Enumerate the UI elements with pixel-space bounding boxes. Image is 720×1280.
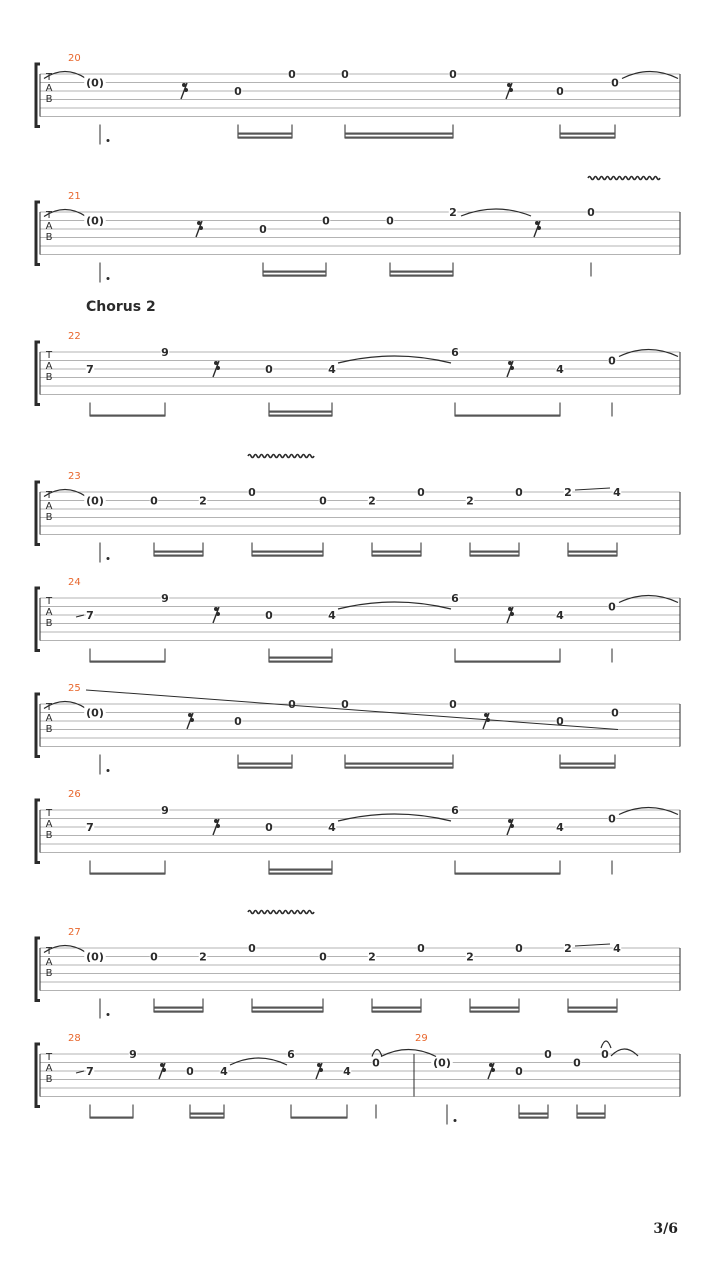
slide-line — [575, 944, 610, 946]
note-beam — [252, 551, 323, 553]
tie-arc — [338, 356, 451, 363]
note-beam — [252, 1007, 323, 1009]
fret-number: 0 — [611, 706, 619, 720]
tie-arc — [372, 1050, 382, 1057]
fret-number: 0 — [150, 950, 158, 964]
note-beam — [269, 411, 332, 413]
fret-number: 9 — [129, 1048, 137, 1061]
fret-number: 0 — [601, 1048, 609, 1061]
note-beam — [470, 551, 519, 553]
rest-head — [162, 1068, 166, 1072]
fret-number: 0 — [417, 486, 425, 499]
rest-head — [199, 226, 203, 230]
fret-number: 4 — [556, 363, 564, 376]
rest-head — [491, 1068, 495, 1072]
tie-arc — [338, 814, 451, 821]
tab-clef-letter: B — [45, 968, 53, 979]
fret-number: 2 — [199, 950, 207, 964]
fret-number: (0) — [433, 1056, 451, 1070]
note-beam — [455, 873, 560, 875]
fret-number: 0 — [515, 1065, 523, 1078]
note-beam — [269, 415, 332, 417]
fret-number: 0 — [556, 85, 564, 98]
tab-clef-letter: T — [45, 1052, 53, 1063]
rest-head — [510, 824, 514, 828]
fret-number: 4 — [613, 942, 621, 955]
fret-number: 0 — [319, 950, 327, 964]
fret-number: 6 — [451, 592, 459, 605]
fret-number: 2 — [449, 206, 457, 219]
note-beam — [90, 1117, 133, 1119]
tab-clef-letter: B — [45, 1074, 53, 1085]
fret-number: 4 — [328, 609, 336, 622]
fret-number: 4 — [343, 1065, 351, 1078]
bar-number: 23 — [68, 471, 81, 482]
note-beam — [568, 551, 617, 553]
tie-arc — [619, 808, 678, 815]
note-beam — [390, 271, 453, 273]
rest-head — [216, 366, 220, 370]
rest-head — [509, 88, 513, 92]
fret-number: 4 — [556, 821, 564, 834]
note-beam — [154, 555, 203, 557]
fret-number: 0 — [150, 494, 158, 508]
fret-number: 0 — [248, 942, 256, 955]
rest-head — [508, 607, 512, 611]
rest-head — [197, 221, 201, 225]
fret-number: 7 — [86, 821, 94, 834]
rest-head — [160, 1063, 164, 1067]
note-beam — [154, 1007, 203, 1009]
fret-number: 4 — [328, 821, 336, 834]
fret-number: 4 — [613, 486, 621, 499]
bar-number: 26 — [68, 789, 81, 800]
fret-number: 0 — [265, 363, 273, 376]
fret-number: 6 — [451, 804, 459, 817]
bar-number: 20 — [68, 53, 81, 64]
note-beam — [455, 415, 560, 417]
fret-number: 4 — [328, 363, 336, 376]
note-beam — [372, 1011, 421, 1013]
tab-clef-letter: A — [45, 713, 53, 724]
tab-clef-letter: B — [45, 724, 53, 735]
tab-clef-letter: A — [45, 83, 53, 94]
fret-number: 4 — [220, 1065, 228, 1078]
tab-clef-letter: A — [45, 819, 53, 830]
rest-head — [489, 1063, 493, 1067]
note-beam — [269, 869, 332, 871]
augmentation-dot — [107, 139, 110, 142]
fret-number: 7 — [86, 363, 94, 376]
rest-head — [484, 713, 488, 717]
note-beam — [238, 137, 292, 139]
note-beam — [252, 1011, 323, 1013]
tab-clef-letter: T — [45, 946, 53, 957]
bar-number: 21 — [68, 191, 81, 202]
fret-number: (0) — [86, 706, 104, 720]
rest-head — [216, 612, 220, 616]
tab-clef-letter: T — [45, 808, 53, 819]
note-beam — [238, 763, 292, 765]
rest-head — [510, 366, 514, 370]
rest-head — [214, 361, 218, 365]
rest-head — [535, 221, 539, 225]
fret-number: 0 — [608, 354, 616, 368]
note-beam — [577, 1113, 605, 1115]
fret-number: 0 — [544, 1048, 552, 1061]
tab-clef-letter: T — [45, 596, 53, 607]
system-bracket — [36, 800, 40, 863]
note-beam — [345, 133, 453, 135]
note-beam — [455, 661, 560, 663]
rest-head — [190, 718, 194, 722]
tab-clef-letter: A — [45, 607, 53, 618]
note-beam — [390, 275, 453, 277]
fret-number: 0 — [234, 715, 242, 728]
slide-line — [86, 690, 618, 730]
fret-number: 0 — [265, 609, 273, 622]
note-beam — [372, 555, 421, 557]
note-beam — [269, 873, 332, 875]
note-beam — [252, 555, 323, 557]
fret-number: 6 — [287, 1048, 295, 1061]
system-bracket — [36, 694, 40, 757]
system-bracket — [36, 342, 40, 405]
bar-number: 22 — [68, 331, 81, 342]
note-beam — [90, 873, 165, 875]
rest-head — [507, 83, 511, 87]
fret-number: 0 — [449, 68, 457, 81]
augmentation-dot — [107, 557, 110, 560]
fret-number: 2 — [564, 942, 572, 955]
rest-head — [510, 612, 514, 616]
note-beam — [90, 415, 165, 417]
note-beam — [190, 1117, 224, 1119]
bar-number: 27 — [68, 927, 81, 938]
note-beam — [90, 661, 165, 663]
tab-clef-letter: B — [45, 618, 53, 629]
note-beam — [238, 133, 292, 135]
rest-head — [216, 824, 220, 828]
fret-number: 0 — [417, 942, 425, 955]
system-bracket — [36, 938, 40, 1001]
tab-clef-letter: T — [45, 210, 53, 221]
fret-number: (0) — [86, 494, 104, 508]
slide-line — [575, 488, 610, 490]
fret-number: 0 — [587, 206, 595, 219]
vibrato-mark — [248, 455, 314, 458]
tie-arc — [611, 1049, 638, 1056]
note-beam — [568, 1011, 617, 1013]
augmentation-dot — [454, 1119, 457, 1122]
note-beam — [263, 271, 326, 273]
system-bracket — [36, 588, 40, 651]
rest-head — [317, 1063, 321, 1067]
augmentation-dot — [107, 1013, 110, 1016]
fret-number: 0 — [259, 223, 267, 236]
fret-number: 0 — [515, 942, 523, 955]
tab-clef-letter: B — [45, 512, 53, 523]
bar-number: 24 — [68, 577, 81, 588]
tab-clef-letter: T — [45, 72, 53, 83]
fret-number: (0) — [86, 214, 104, 228]
tab-clef-letter: B — [45, 94, 53, 105]
note-beam — [345, 137, 453, 139]
fret-number: 7 — [86, 609, 94, 622]
tab-clef-letter: B — [45, 232, 53, 243]
fret-number: 0 — [573, 1056, 581, 1070]
fret-number: 2 — [368, 494, 376, 508]
tie-arc — [619, 350, 678, 357]
note-beam — [291, 1117, 347, 1119]
note-beam — [519, 1117, 548, 1119]
bar-number: 25 — [68, 683, 81, 694]
tab-clef-letter: A — [45, 1063, 53, 1074]
fret-number: 9 — [161, 592, 169, 605]
fret-number: 0 — [608, 812, 616, 826]
note-beam — [568, 1007, 617, 1009]
tie-arc — [622, 72, 678, 79]
fret-number: 0 — [556, 715, 564, 728]
tab-clef-letter: B — [45, 372, 53, 383]
fret-number: (0) — [86, 950, 104, 964]
note-beam — [238, 767, 292, 769]
rest-head — [184, 88, 188, 92]
note-beam — [577, 1117, 605, 1119]
fret-number: 2 — [199, 494, 207, 508]
vibrato-mark — [248, 911, 314, 914]
tie-arc — [338, 602, 451, 609]
tab-clef-letter: A — [45, 361, 53, 372]
note-beam — [345, 767, 453, 769]
rest-head — [508, 361, 512, 365]
tie-arc — [601, 1041, 611, 1048]
rest-head — [214, 819, 218, 823]
rest-head — [508, 819, 512, 823]
note-beam — [560, 133, 615, 135]
system-bracket — [36, 202, 40, 265]
rest-head — [188, 713, 192, 717]
vibrato-mark — [588, 177, 660, 180]
tie-arc — [381, 1050, 436, 1057]
tie-arc — [461, 209, 531, 216]
note-beam — [560, 767, 615, 769]
fret-number: 0 — [386, 214, 394, 228]
rest-head — [214, 607, 218, 611]
note-beam — [470, 1011, 519, 1013]
augmentation-dot — [107, 277, 110, 280]
note-beam — [269, 657, 332, 659]
note-beam — [470, 555, 519, 557]
note-beam — [345, 763, 453, 765]
fret-number: 9 — [161, 346, 169, 359]
fret-number: 0 — [265, 821, 273, 834]
note-beam — [372, 1007, 421, 1009]
fret-number: (0) — [86, 76, 104, 90]
tab-clef-letter: T — [45, 490, 53, 501]
tab-clef-letter: A — [45, 957, 53, 968]
fret-number: 0 — [248, 486, 256, 499]
fret-number: 0 — [288, 68, 296, 81]
rest-head — [182, 83, 186, 87]
note-beam — [560, 763, 615, 765]
note-beam — [154, 551, 203, 553]
note-beam — [560, 137, 615, 139]
rest-head — [319, 1068, 323, 1072]
page-number: 3/6 — [653, 1221, 678, 1237]
fret-number: 0 — [515, 486, 523, 499]
note-beam — [470, 1007, 519, 1009]
system-bracket — [36, 1044, 40, 1107]
fret-number: 0 — [186, 1065, 194, 1078]
augmentation-dot — [107, 769, 110, 772]
tab-clef-letter: A — [45, 501, 53, 512]
note-beam — [372, 551, 421, 553]
fret-number: 2 — [466, 950, 474, 964]
tab-clef-letter: T — [45, 702, 53, 713]
note-beam — [519, 1113, 548, 1115]
fret-number: 2 — [466, 494, 474, 508]
fret-number: 0 — [319, 494, 327, 508]
fret-number: 7 — [86, 1065, 94, 1078]
system-bracket — [36, 482, 40, 545]
rest-head — [537, 226, 541, 230]
tab-clef-letter: A — [45, 221, 53, 232]
fret-number: 0 — [288, 698, 296, 711]
fret-number: 6 — [451, 346, 459, 359]
note-beam — [190, 1113, 224, 1115]
fret-number: 0 — [322, 214, 330, 228]
note-beam — [568, 555, 617, 557]
fret-number: 4 — [556, 609, 564, 622]
system-bracket — [36, 64, 40, 127]
fret-number: 2 — [564, 486, 572, 499]
section-label: Chorus 2 — [86, 299, 156, 315]
tie-arc — [230, 1058, 287, 1065]
fret-number: 0 — [372, 1056, 380, 1070]
fret-number: 0 — [608, 600, 616, 614]
fret-number: 0 — [449, 698, 457, 711]
fret-number: 9 — [161, 804, 169, 817]
tie-arc — [619, 596, 678, 603]
note-beam — [154, 1011, 203, 1013]
note-beam — [263, 275, 326, 277]
bar-number: 28 — [68, 1033, 81, 1044]
fret-number: 0 — [341, 68, 349, 81]
fret-number: 0 — [611, 76, 619, 90]
tab-clef-letter: T — [45, 350, 53, 361]
note-beam — [269, 661, 332, 663]
fret-number: 2 — [368, 950, 376, 964]
bar-number: 29 — [415, 1033, 428, 1044]
tab-clef-letter: B — [45, 830, 53, 841]
fret-number: 0 — [341, 698, 349, 711]
fret-number: 0 — [234, 85, 242, 98]
